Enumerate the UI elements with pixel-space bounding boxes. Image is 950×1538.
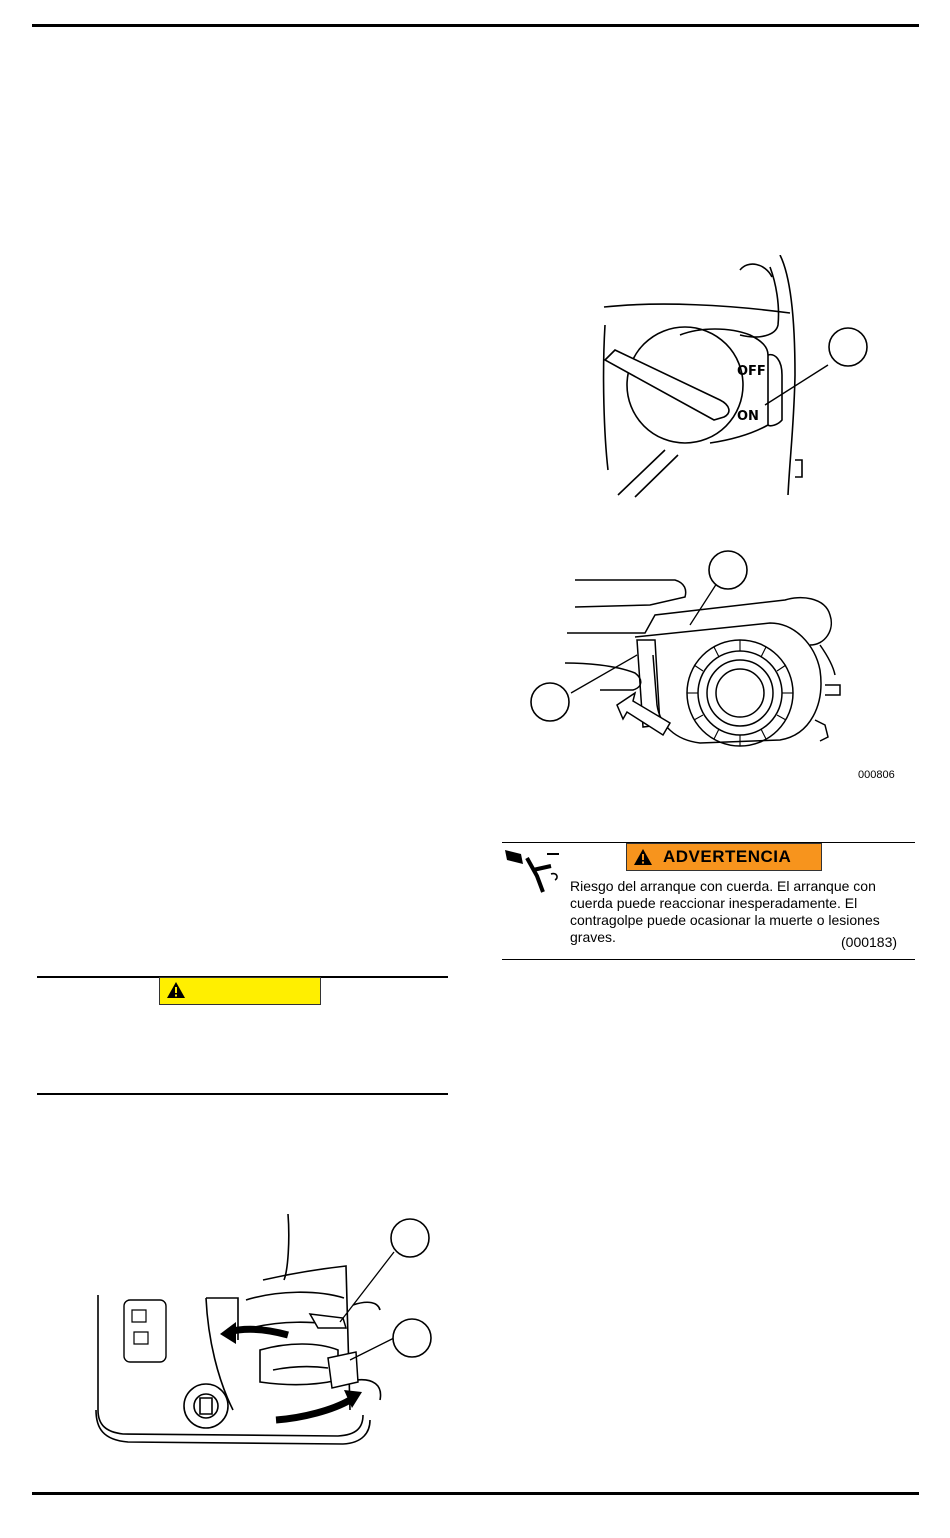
- caution-bottom-rule: [37, 1093, 448, 1095]
- warning-code: (000183): [841, 934, 898, 950]
- caution-badge: [159, 977, 321, 1005]
- callout-circle: [391, 1219, 429, 1257]
- callout-circle: [531, 683, 569, 721]
- engine-switch-figure: [590, 255, 880, 500]
- off-label: OFF: [737, 364, 766, 379]
- fuel-valve-figure: [88, 1210, 448, 1455]
- warning-triangle-icon: [633, 848, 653, 866]
- warning-badge: [626, 843, 822, 871]
- warning-bottom-rule: [502, 959, 915, 960]
- callout-circle: [393, 1319, 431, 1357]
- recoil-starter-figure: [525, 545, 855, 760]
- recoil-kickback-icon: [503, 846, 565, 901]
- header-rule: [32, 24, 919, 27]
- caution-triangle-icon: [166, 981, 186, 999]
- warning-signal-word: ADVERTENCIA: [663, 847, 792, 866]
- callout-circle: [829, 328, 867, 366]
- figure-id: 000806: [858, 769, 895, 781]
- footer-rule: [32, 1492, 919, 1495]
- warning-text: Riesgo del arranque con cuerda. El arranque con cuerda puede reaccionar inesperadamente. El contragolpe puede ocasionar la muerte o lesiones graves.: [570, 878, 880, 945]
- on-label: ON: [737, 409, 759, 424]
- callout-circle: [709, 551, 747, 589]
